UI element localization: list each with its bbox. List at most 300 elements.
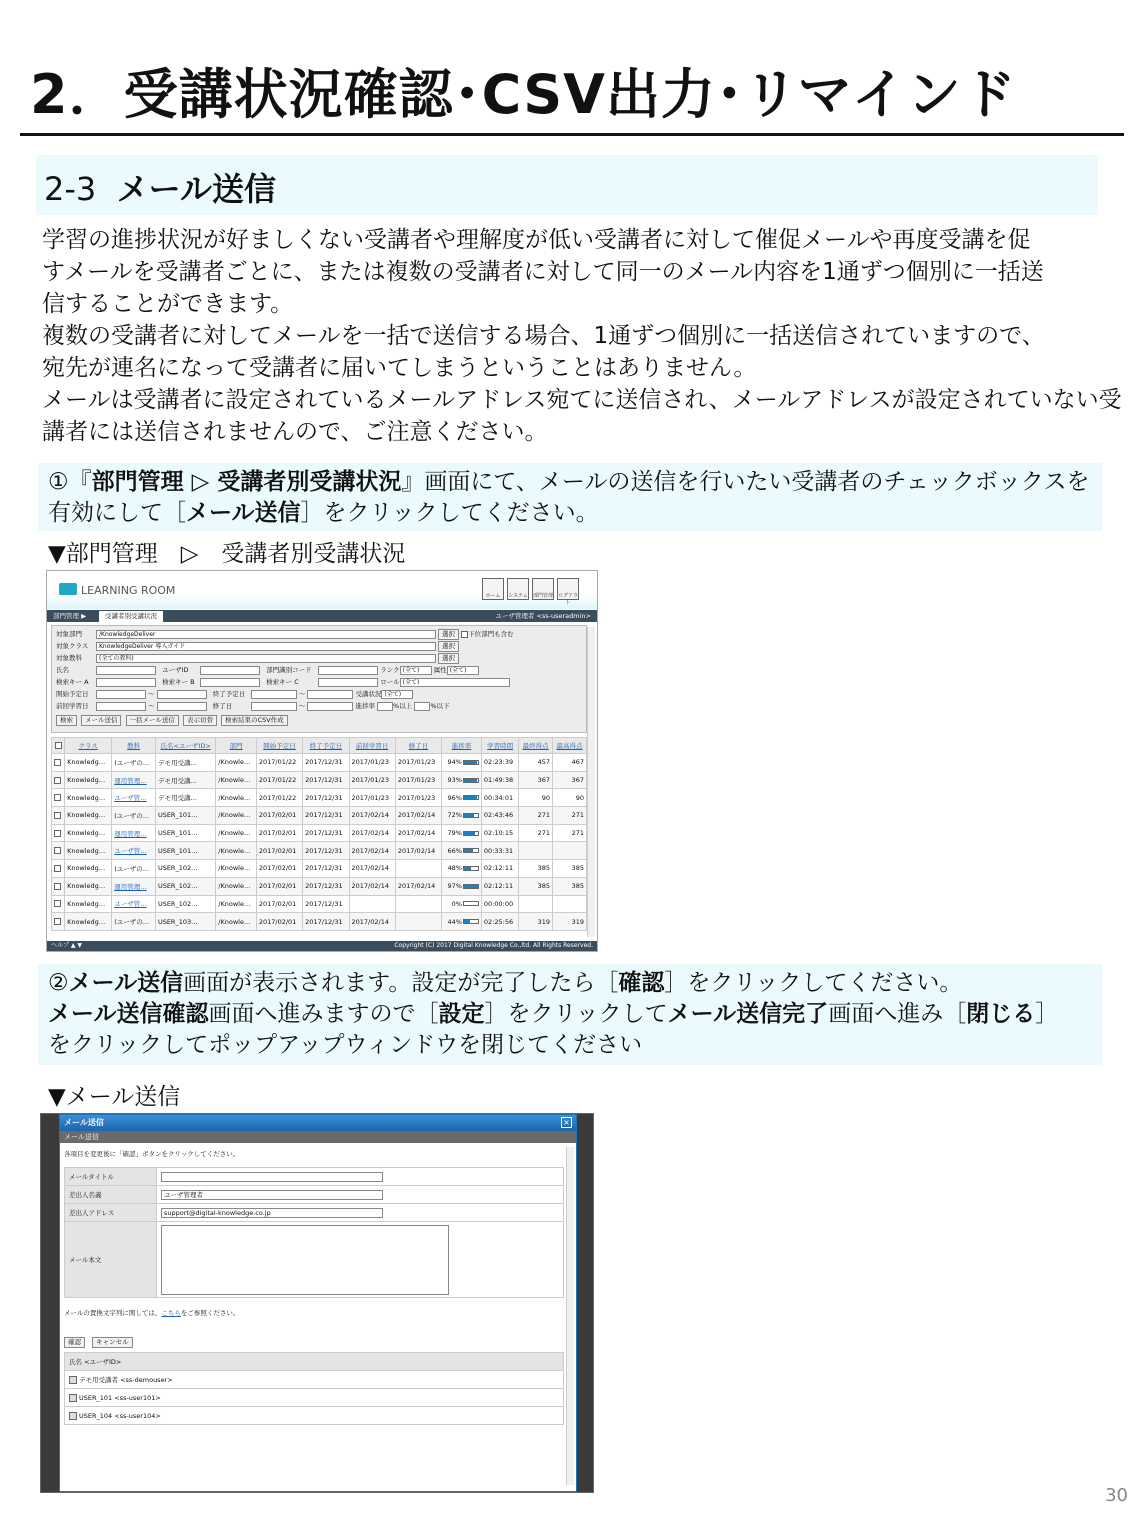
recipient-cell <box>65 1371 564 1389</box>
row-checkbox-box[interactable] <box>54 759 61 766</box>
col-progress[interactable]: 進捗率 <box>442 738 482 754</box>
progress-text: 79% <box>447 829 462 838</box>
recipient-cell <box>65 1389 564 1407</box>
cell-dept: /Knowle… <box>216 789 257 807</box>
progress-text: 96% <box>447 793 462 802</box>
last-to-input[interactable] <box>157 702 207 711</box>
cell-start: 2017/01/22 <box>256 789 302 807</box>
cell-time: 02:25:56 <box>481 913 518 931</box>
cell-last: 2017/02/14 <box>349 842 395 860</box>
row-checkbox-box[interactable] <box>54 812 61 819</box>
table-row <box>52 754 587 772</box>
cell-dept: /Knowle… <box>216 842 257 860</box>
app-logo-text: LEARNING ROOM <box>81 584 176 597</box>
row-checkbox[interactable] <box>52 824 65 842</box>
cell-last-score <box>519 842 553 860</box>
cell-class: Knowledg… <box>65 824 112 842</box>
sender-name-input[interactable]: ユーザ管理者 <box>161 1190 383 1200</box>
progress-bar <box>463 778 479 783</box>
cell-name: USER_102… <box>155 895 215 913</box>
intro-line: 複数の受講者に対してメールを一括で送信する場合、1通ずつ個別に一括送信されていますので、 <box>42 323 1045 349</box>
cell-start: 2017/02/01 <box>256 860 302 878</box>
cell-start: 2017/01/22 <box>256 754 302 772</box>
col-class[interactable]: クラス <box>65 738 112 754</box>
col-dept[interactable]: 部門 <box>216 738 257 754</box>
field-label: 受講状況 <box>355 690 382 698</box>
col-name[interactable]: 氏名<ユーザID> <box>155 738 215 754</box>
field-label: 検索キー A <box>56 678 89 686</box>
cell-dept: /Knowle… <box>216 807 257 825</box>
confirm-button[interactable]: 確認 <box>64 1337 85 1348</box>
cell-course[interactable]: ユーザ管… <box>112 895 156 913</box>
field-label: メールタイトル <box>65 1168 157 1186</box>
field-label: ユーザID <box>162 666 189 674</box>
field-label: 下位部門も含む <box>468 630 514 638</box>
form-row <box>56 653 461 664</box>
done-from-input[interactable] <box>251 702 297 711</box>
cell-last: 2017/02/14 <box>349 807 395 825</box>
screenshot-2-label: ▼メール送信 <box>48 1084 181 1110</box>
col-start[interactable]: 開始予定日 <box>256 738 302 754</box>
recipient-cell <box>65 1407 564 1425</box>
row-checkbox[interactable] <box>52 789 65 807</box>
done-to-input[interactable] <box>307 702 353 711</box>
course-field[interactable]: (全ての教科) <box>96 654 436 663</box>
progress-fill <box>464 779 477 782</box>
cell-end: 2017/12/31 <box>303 771 349 789</box>
cell-end: 2017/12/31 <box>303 913 349 931</box>
cell-class: Knowledg… <box>65 754 112 772</box>
cell-done <box>395 895 441 913</box>
cell-time: 02:12:11 <box>481 877 518 895</box>
form-row <box>65 1204 564 1222</box>
step-text: 有効にして［ <box>48 500 186 526</box>
button-row <box>56 715 290 726</box>
cell-name: USER_101… <box>155 807 215 825</box>
start-to-input[interactable] <box>157 690 207 699</box>
cell-done <box>395 913 441 931</box>
intro-line: 学習の進捗状況が好ましくない受講者や理解度が低い受講者に対して催促メールや再度受講を促 <box>42 227 1031 253</box>
cell-best-score: 385 <box>553 860 587 878</box>
mail-body-textarea[interactable] <box>161 1225 449 1295</box>
row-checkbox[interactable] <box>52 895 65 913</box>
field-label: 対象クラス <box>56 642 89 650</box>
cell-course[interactable]: (ユーザの… <box>112 754 156 772</box>
field-label: 差出人アドレス <box>65 1204 157 1222</box>
cell-best-score: 271 <box>553 807 587 825</box>
dept-code-input[interactable] <box>318 666 378 675</box>
recipient-name: USER_101 <ss-user101> <box>79 1393 161 1402</box>
cell-dept: /Knowle… <box>216 860 257 878</box>
cell-done: 2017/02/14 <box>395 807 441 825</box>
user-icon <box>69 1394 77 1402</box>
select-button[interactable]: 選択 <box>438 653 459 664</box>
row-checkbox-box[interactable] <box>54 900 61 907</box>
row-checkbox[interactable] <box>52 860 65 878</box>
field-label: 修了日 <box>212 702 233 710</box>
range-sep: ～ <box>298 690 306 698</box>
field-label: 進捗率 <box>355 702 375 710</box>
step-text: 画面へ進み［ <box>828 1001 967 1027</box>
form-row <box>56 665 479 676</box>
help-text-part: メールの置換文字列に関しては、 <box>64 1309 162 1317</box>
help-link[interactable]: ヘルプ ▲ ▼ <box>51 942 83 949</box>
cell-course[interactable]: (ユーザの… <box>112 913 156 931</box>
row-checkbox-box[interactable] <box>54 918 61 925</box>
status-select[interactable]: (全て) <box>381 690 413 699</box>
key-a-input[interactable] <box>96 678 156 687</box>
progress-text: 94% <box>447 758 462 767</box>
cell-time: 02:12:11 <box>481 860 518 878</box>
step-2-line-1 <box>48 968 1092 999</box>
cell-start: 2017/02/01 <box>256 824 302 842</box>
screenshot-1-label: ▼部門管理 ▷ 受講者別受講状況 <box>48 541 406 567</box>
row-checkbox[interactable] <box>52 754 65 772</box>
cell-last: 2017/02/14 <box>349 824 395 842</box>
class-field[interactable]: KnowledgeDeliver 導入ガイド <box>96 642 436 651</box>
cell-progress <box>442 754 482 772</box>
dialog-instruction: 各項目を変更後に「確認」ボタンをクリックしてください。 <box>64 1150 240 1158</box>
progress-bar <box>463 831 479 836</box>
cell-done: 2017/02/14 <box>395 824 441 842</box>
progress-text: 0% <box>451 899 462 908</box>
step-emphasis: 設定 <box>438 1001 485 1027</box>
progress-fill <box>464 920 470 923</box>
progress-fill <box>464 849 473 852</box>
field-label: 終了予定日 <box>212 690 246 698</box>
cell-progress <box>442 913 482 931</box>
cell-dept: /Knowle… <box>216 824 257 842</box>
user-name: ユーザ管理者 <ss-useradmin> <box>495 612 591 620</box>
learner-table <box>51 737 587 931</box>
table-row <box>52 913 587 931</box>
row-checkbox[interactable] <box>52 771 65 789</box>
cell-time: 02:23:39 <box>481 754 518 772</box>
section-number: 2-3 <box>44 170 97 208</box>
form-row <box>65 1222 564 1298</box>
cell-class: Knowledg… <box>65 860 112 878</box>
form-row <box>56 689 413 700</box>
field-label: 属性 <box>433 666 447 674</box>
cell-class: Knowledg… <box>65 877 112 895</box>
cell-last: 2017/02/14 <box>349 860 395 878</box>
progress-fill <box>464 867 471 870</box>
cell-done: 2017/01/23 <box>395 789 441 807</box>
field-label: 部門識別コード <box>266 666 312 674</box>
cell-course[interactable]: 運用管理… <box>112 824 156 842</box>
header-toolbar <box>482 578 579 606</box>
mail-send-button[interactable]: メール送信 <box>81 715 121 726</box>
cell-best-score: 467 <box>553 754 587 772</box>
step-emphasis: 閉じる <box>966 1001 1036 1027</box>
cell-last: 2017/02/14 <box>349 877 395 895</box>
csv-export-button[interactable]: 検索結果のCSV作成 <box>221 715 288 726</box>
step-emphasis: メール送信確認 <box>48 1001 209 1027</box>
table-body <box>52 754 587 931</box>
col-done[interactable]: 修了日 <box>395 738 441 754</box>
intro-line: すメールを受講者ごとに、または複数の受講者に対して同一のメール内容を1通ずつ個別に一括送 <box>42 259 1044 285</box>
cancel-button[interactable]: キャンセル <box>92 1337 133 1348</box>
title-divider <box>20 133 1124 136</box>
range-sep: ～ <box>148 702 155 710</box>
cell-time: 02:10:15 <box>481 824 518 842</box>
field-label: 検索キー C <box>266 678 299 686</box>
form-row <box>56 629 514 640</box>
form-row <box>56 641 461 652</box>
cell-course[interactable]: (ユーザの… <box>112 807 156 825</box>
table-row <box>52 877 587 895</box>
col-end[interactable]: 終了予定日 <box>303 738 349 754</box>
row-checkbox-box[interactable] <box>54 883 61 890</box>
range-sep: ～ <box>148 690 155 698</box>
cell-name: USER_102… <box>155 877 215 895</box>
col-course[interactable]: 教科 <box>112 738 156 754</box>
field-label: ランク <box>380 666 400 674</box>
col-time[interactable]: 学習時間 <box>481 738 518 754</box>
screenshot-mail-send <box>40 1113 594 1493</box>
step-emphasis: メール送信 <box>186 500 301 526</box>
progress-text: 72% <box>447 811 462 820</box>
cell-time: 02:43:46 <box>481 807 518 825</box>
cell-end: 2017/12/31 <box>303 824 349 842</box>
sender-address-input[interactable]: support@digital-knowledge.co.jp <box>161 1208 383 1218</box>
table-row <box>52 842 587 860</box>
user-id-input[interactable] <box>200 666 260 675</box>
field-label: 前回学習日 <box>56 702 89 710</box>
user-icon <box>69 1376 77 1384</box>
scrollbar[interactable] <box>566 1147 574 1485</box>
system-icon[interactable]: システム <box>507 578 529 600</box>
recipient-name: デモ用受講者 <ss-demouser> <box>79 1376 173 1384</box>
cell-progress <box>442 824 482 842</box>
step-text: ①『 <box>48 469 92 495</box>
cell-done: 2017/01/23 <box>395 754 441 772</box>
select-button[interactable]: 選択 <box>438 641 459 652</box>
section-heading: メール送信 <box>116 170 276 208</box>
row-checkbox[interactable] <box>52 877 65 895</box>
step-2-line-2 <box>48 999 1092 1030</box>
list-item <box>65 1371 564 1389</box>
col-best-score[interactable]: 最高得点 <box>553 738 587 754</box>
cell-last-score: 385 <box>519 860 553 878</box>
step-2-line-3: をクリックしてポップアップウィンドウを閉じてください <box>48 1032 643 1058</box>
progress-text: 66% <box>447 846 462 855</box>
cell-course[interactable]: ユーザ管… <box>112 789 156 807</box>
progress-fill <box>464 832 475 835</box>
cell-done: 2017/02/14 <box>395 842 441 860</box>
cell-progress <box>442 860 482 878</box>
progress-bar <box>463 884 479 889</box>
end-to-input[interactable] <box>307 690 353 699</box>
cell-last-score: 271 <box>519 807 553 825</box>
table-row <box>52 895 587 913</box>
list-item <box>65 1389 564 1407</box>
row-checkbox-box[interactable] <box>54 794 61 801</box>
row-checkbox-box[interactable] <box>54 830 61 837</box>
field-label: 対象教科 <box>56 654 82 662</box>
mail-send-dialog <box>59 1114 577 1492</box>
dept-field[interactable]: /KnowledgeDeliver <box>96 630 436 639</box>
progress-bar <box>463 901 479 906</box>
cell-last-score <box>519 895 553 913</box>
cell-last: 2017/01/23 <box>349 754 395 772</box>
table-row <box>52 824 587 842</box>
key-c-input[interactable] <box>318 678 378 687</box>
cell-class: Knowledg… <box>65 789 112 807</box>
cell-best-score: 271 <box>553 824 587 842</box>
nav-bar <box>47 610 597 622</box>
form-row <box>65 1168 564 1186</box>
cell-progress <box>442 877 482 895</box>
cell-start: 2017/02/01 <box>256 913 302 931</box>
cell-end: 2017/12/31 <box>303 807 349 825</box>
col-last-score[interactable]: 最終得点 <box>519 738 553 754</box>
progress-text: 97% <box>447 882 462 891</box>
toggle-view-button[interactable]: 表示切替 <box>183 715 217 726</box>
list-item <box>65 1407 564 1425</box>
help-text-part: をご参照ください。 <box>180 1309 240 1317</box>
step-emphasis: 確認 <box>618 970 665 996</box>
cell-course[interactable]: ユーザ管… <box>112 842 156 860</box>
breadcrumb[interactable]: 部門管理 ▶ <box>53 612 87 620</box>
step-emphasis: メール送信完了 <box>667 1001 829 1027</box>
user-icon <box>69 1412 77 1420</box>
cell-start: 2017/01/22 <box>256 771 302 789</box>
cell-best-score: 367 <box>553 771 587 789</box>
section-title <box>44 164 276 210</box>
cell-time: 00:00:00 <box>481 895 518 913</box>
progress-bar <box>463 919 479 924</box>
help-link[interactable]: こちら <box>161 1309 181 1317</box>
logo-icon <box>59 583 77 595</box>
attr-select[interactable]: (全て) <box>447 666 479 675</box>
cell-course[interactable]: 運用管理… <box>112 877 156 895</box>
select-all-checkbox[interactable] <box>52 738 65 754</box>
progress-bar <box>463 848 479 853</box>
last-from-input[interactable] <box>96 702 146 711</box>
cell-last-score: 90 <box>519 789 553 807</box>
progress-text: 44% <box>447 917 462 926</box>
cell-last-score: 385 <box>519 877 553 895</box>
screenshot-learner-status <box>46 570 598 952</box>
cell-best-score: 385 <box>553 877 587 895</box>
form-cell <box>157 1222 564 1298</box>
cell-time: 00:33:31 <box>481 842 518 860</box>
cell-course[interactable]: 運用管理… <box>112 771 156 789</box>
start-from-input[interactable] <box>96 690 146 699</box>
rank-select[interactable]: (全て) <box>400 666 432 675</box>
row-checkbox-box[interactable] <box>54 777 61 784</box>
step-text: ］ <box>1035 1001 1059 1027</box>
step-emphasis: メール送信 <box>68 970 184 996</box>
scrollbar[interactable] <box>587 627 595 937</box>
intro-line: 信することができます。 <box>42 291 294 317</box>
list-header-row <box>65 1353 564 1371</box>
progress-bar <box>463 866 479 871</box>
progress-max-input[interactable] <box>414 702 430 711</box>
cell-end: 2017/12/31 <box>303 754 349 772</box>
form-cell <box>157 1186 564 1204</box>
mail-title-input[interactable] <box>161 1172 383 1182</box>
close-icon[interactable]: × <box>561 1117 572 1128</box>
row-checkbox[interactable] <box>52 807 65 825</box>
step-text: 画面が表示されます。設定が完了したら［ <box>183 970 619 996</box>
table-row <box>52 807 587 825</box>
key-b-input[interactable] <box>200 678 260 687</box>
logout-icon[interactable]: ログアウト <box>557 578 579 600</box>
cell-name: デモ用受講… <box>155 754 215 772</box>
name-input[interactable] <box>96 666 156 675</box>
field-label: 検索キー B <box>162 678 195 686</box>
app-footer <box>47 941 597 951</box>
recipient-name: USER_104 <ss-user104> <box>79 1411 161 1420</box>
step-1-box <box>38 463 1102 531</box>
role-select[interactable]: (全て) <box>400 678 510 687</box>
step-text: ］をクリックして <box>484 1001 668 1027</box>
field-label: %以上 <box>393 702 413 710</box>
select-button[interactable]: 選択 <box>438 629 459 640</box>
copyright: Copyright (C) 2017 Digital Knowledge Co.,ltd. All Rights Reserved. <box>394 942 593 949</box>
cell-name: USER_103… <box>155 913 215 931</box>
row-checkbox-box[interactable] <box>54 865 61 872</box>
cell-best-score <box>553 842 587 860</box>
cell-best-score: 319 <box>553 913 587 931</box>
cell-last <box>349 895 395 913</box>
field-label: 差出人名義 <box>65 1186 157 1204</box>
progress-bar <box>463 813 479 818</box>
search-button[interactable]: 検索 <box>56 715 77 726</box>
dialog-title: メール送信 <box>60 1115 576 1131</box>
field-label: メール本文 <box>65 1222 157 1298</box>
cell-course[interactable]: (ユーザの… <box>112 860 156 878</box>
row-checkbox[interactable] <box>52 842 65 860</box>
progress-min-input[interactable] <box>377 702 393 711</box>
cell-name: USER_101… <box>155 842 215 860</box>
search-form <box>51 625 587 733</box>
progress-fill <box>464 796 477 799</box>
row-checkbox[interactable] <box>52 913 65 931</box>
cell-done <box>395 860 441 878</box>
department-icon[interactable]: 部門管理 <box>532 578 554 600</box>
cell-start: 2017/02/01 <box>256 877 302 895</box>
cell-best-score <box>553 895 587 913</box>
cell-progress <box>442 771 482 789</box>
help-text <box>64 1308 239 1317</box>
dialog-buttons <box>64 1329 135 1348</box>
step-text: 』画面にて、メールの送信を行いたい受講者のチェックボックスを <box>401 469 1090 495</box>
bulk-mail-button[interactable]: 一括メール送信 <box>126 715 179 726</box>
cell-dept: /Knowle… <box>216 877 257 895</box>
end-from-input[interactable] <box>251 690 297 699</box>
range-sep: ～ <box>298 702 306 710</box>
home-icon[interactable]: ホーム <box>482 578 504 600</box>
cell-start: 2017/02/01 <box>256 842 302 860</box>
page-title: 2．受講状況確認･CSV出力･リマインド <box>30 63 1017 126</box>
cell-time: 01:49:38 <box>481 771 518 789</box>
tab-learner-status[interactable]: 受講者別受講状況 <box>99 611 163 622</box>
step-2-box <box>38 964 1102 1065</box>
cell-progress <box>442 895 482 913</box>
cell-dept: /Knowle… <box>216 771 257 789</box>
cell-end: 2017/12/31 <box>303 860 349 878</box>
page-number: 30 <box>1105 1485 1128 1506</box>
row-checkbox-box[interactable] <box>54 847 61 854</box>
table-row <box>52 860 587 878</box>
cell-last: 2017/01/23 <box>349 771 395 789</box>
col-last[interactable]: 前回学習日 <box>349 738 395 754</box>
table-row <box>52 789 587 807</box>
field-label: 開始予定日 <box>56 690 89 698</box>
